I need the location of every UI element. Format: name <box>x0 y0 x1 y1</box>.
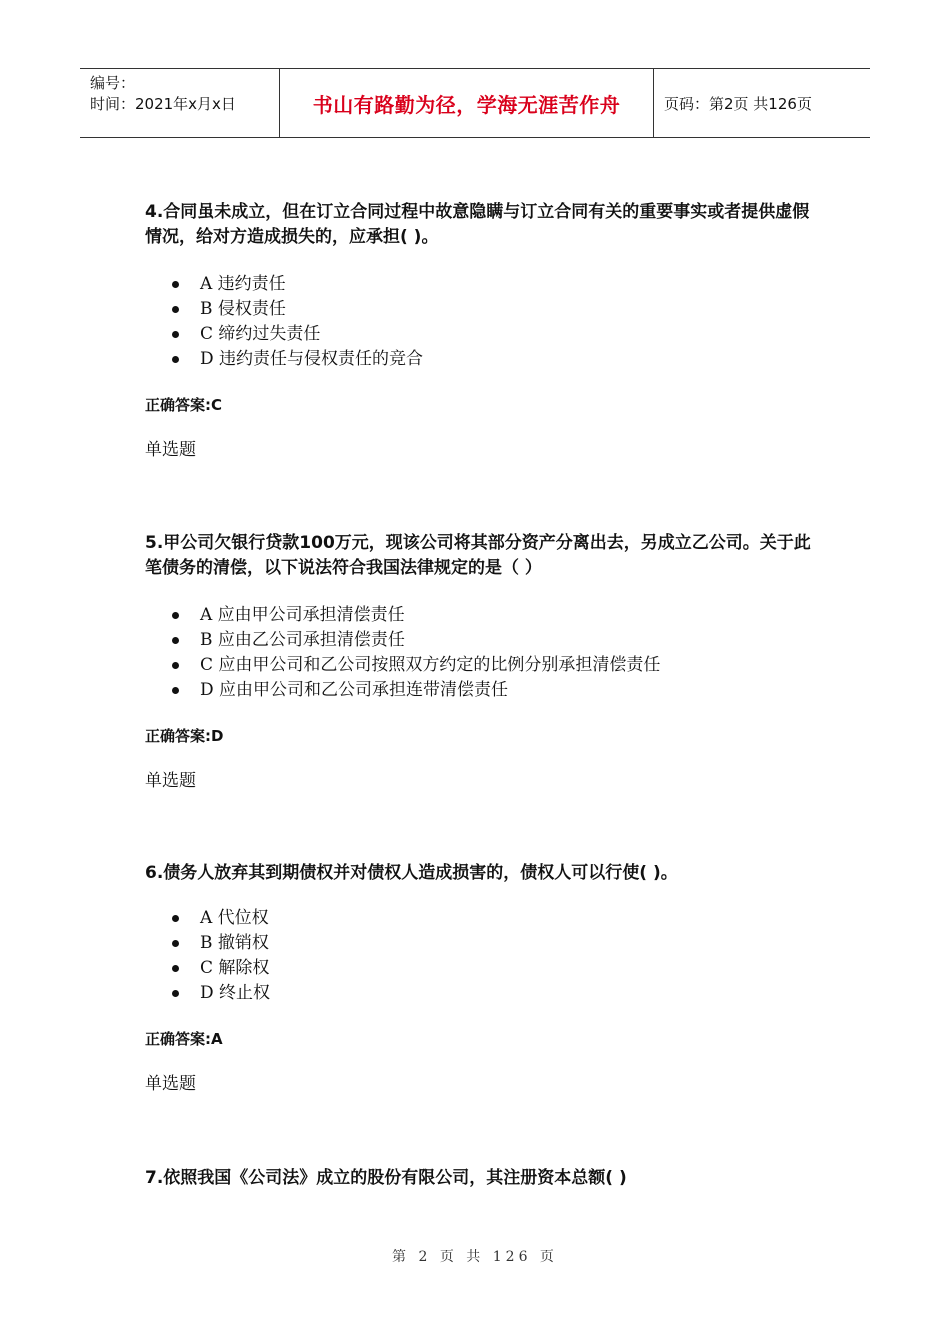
bullet-icon <box>172 915 179 922</box>
bullet-icon <box>172 637 179 644</box>
option-d <box>172 678 825 703</box>
question-5 <box>145 531 825 793</box>
option-label: C 应由甲公司和乙公司按照双方约定的比例分别承担清偿责任 <box>200 655 661 675</box>
bullet-icon <box>172 965 179 972</box>
bullet-icon <box>172 306 179 313</box>
bullet-icon <box>172 687 179 694</box>
option-a <box>172 272 825 297</box>
option-b <box>172 931 825 956</box>
correct-answer: 正确答案:C <box>145 396 223 414</box>
option-list <box>145 603 825 703</box>
question-7 <box>145 1166 825 1191</box>
option-b <box>172 297 825 322</box>
option-list <box>145 906 825 1006</box>
option-label: B 应由乙公司承担清偿责任 <box>200 630 405 650</box>
question-stem: 4.合同虽未成立，但在订立合同过程中故意隐瞒与订立合同有关的重要事实或者提供虚假情况，给对方造成损失的，应承担( )。 <box>145 202 810 247</box>
question-6 <box>145 861 825 1096</box>
option-label: A 违约责任 <box>200 274 286 294</box>
option-label: D 应由甲公司和乙公司承担连带清偿责任 <box>200 680 509 700</box>
question-type: 单选题 <box>145 771 196 791</box>
bullet-icon <box>172 612 179 619</box>
option-a <box>172 603 825 628</box>
question-stem: 6.债务人放弃其到期债权并对债权人造成损害的，债权人可以行使( )。 <box>145 863 678 883</box>
option-label: D 终止权 <box>200 983 271 1003</box>
page-footer: 第 2 页 共 126 页 <box>392 1249 558 1265</box>
option-label: C 缔约过失责任 <box>200 324 321 344</box>
option-c <box>172 653 825 678</box>
question-stem: 7.依照我国《公司法》成立的股份有限公司，其注册资本总额( ) <box>145 1168 627 1188</box>
question-type: 单选题 <box>145 1074 196 1094</box>
bullet-icon <box>172 356 179 363</box>
bullet-icon <box>172 281 179 288</box>
option-label: B 撤销权 <box>200 933 269 953</box>
correct-answer: 正确答案:A <box>145 1030 223 1048</box>
header-page-info: 页码：第2页 共126页 <box>664 94 812 113</box>
bullet-icon <box>172 990 179 997</box>
page-header <box>80 68 870 138</box>
header-time-label: 时间：2021年x月x日 <box>90 95 236 113</box>
option-label: B 侵权责任 <box>200 299 286 319</box>
option-label: C 解除权 <box>200 958 270 978</box>
question-stem: 5.甲公司欠银行贷款100万元，现该公司将其部分资产分离出去，另成立乙公司。关于此笔债务的清偿，以下说法符合我国法律规定的是（ ） <box>145 533 811 578</box>
bullet-icon <box>172 662 179 669</box>
header-motto: 书山有路勤为径，学海无涯苦作舟 <box>280 69 654 137</box>
option-list <box>145 272 825 372</box>
option-c <box>172 322 825 347</box>
bullet-icon <box>172 331 179 338</box>
option-b <box>172 628 825 653</box>
question-4 <box>145 200 825 462</box>
bullet-icon <box>172 940 179 947</box>
header-meta <box>80 69 280 137</box>
option-a <box>172 906 825 931</box>
option-d <box>172 981 825 1006</box>
option-label: A 代位权 <box>200 908 269 928</box>
question-type: 单选题 <box>145 440 196 460</box>
option-label: D 违约责任与侵权责任的竞合 <box>200 349 424 369</box>
header-number-label: 编号： <box>90 74 136 92</box>
option-label: A 应由甲公司承担清偿责任 <box>200 605 405 625</box>
option-c <box>172 956 825 981</box>
correct-answer: 正确答案:D <box>145 727 224 745</box>
option-d <box>172 347 825 372</box>
